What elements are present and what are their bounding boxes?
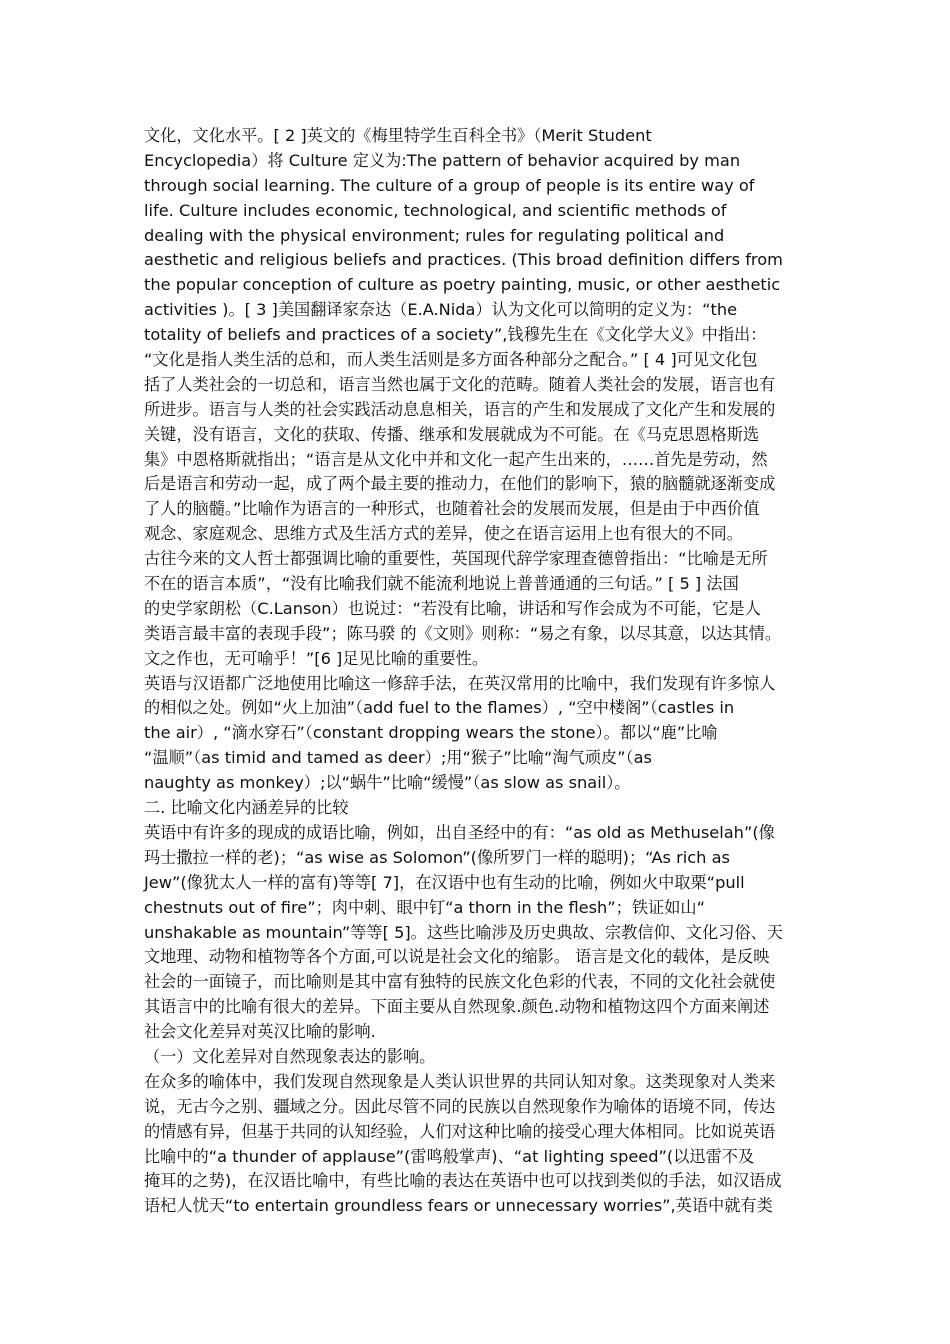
text-line: Encyclopedia）将 Culture 定义为:The pattern of behavior acquired by man [144,150,741,170]
text-line: chestnuts out of fire”；肉中刺、眼中钉“a thorn in the flesh”；铁证如山“ [144,897,705,917]
text-line: 文地理、动物和植物等各个方面,可以说是社会文化的缩影。 语言是文化的载体，是反映 [144,947,770,967]
text-line: 古往今来的文人哲士都强调比喻的重要性，英国现代辞学家理查德曾指出：“比喻是无所 [144,549,768,569]
text-line: 其语言中的比喻有很大的差异。下面主要从自然现象.颜色.动物和植物这四个方面来阐述 [144,997,770,1017]
text-line: unshakable as mountain”等等[ 5]。这些比喻涉及历史典故、宗教信仰、文化习俗、天 [144,922,783,942]
text-line: 英语中有许多的现成的成语比喻，例如，出自圣经中的有：“as old as Methuselah”(像 [144,822,775,842]
text-line: through social learning. The culture of a group of people is its entire way of [144,175,755,195]
text-line: 文化，文化水平。[ 2 ]英文的《梅里特学生百科全书》（Merit Student [144,126,652,145]
text-line: 比喻中的“a thunder of applause”(雷鸣般掌声)、“at lighting speed”(以迅雷不及 [144,1146,755,1166]
text-line: 集》中恩格斯就指出；“语言是从文化中并和文化一起产生出来的，……首先是劳动，然 [144,449,768,469]
subsection-heading: （一）文化差异对自然现象表达的影响。 [144,1046,436,1066]
text-line: 社会的一面镜子，而比喻则是其中富有独特的民族文化色彩的代表，不同的文化社会就使 [144,972,776,992]
text-line: 玛士撒拉一样的老)；“as wise as Solomon”(像所罗门一样的聪明)；“As rich as [144,847,730,867]
text-line: 掩耳的之势)，在汉语比喻中，有些比喻的表达在英语中也可以找到类似的手法，如汉语成 [144,1171,782,1191]
text-line: 括了人类社会的一切总和，语言当然也属于文化的范畴。随着人类社会的发展，语言也有 [144,374,776,394]
text-line: the popular conception of culture as poetry painting, music, or other aesthetic [144,275,781,295]
document-body [144,124,820,1219]
text-line: 后是语言和劳动一起，成了两个最主要的推动力，在他们的影响下，猿的脑髓就逐渐变成 [144,474,776,494]
text-line: 所进步。语言与人类的社会实践活动息息相关，语言的产生和发展成了文化产生和发展的 [144,399,776,419]
text-line: 观念、家庭观念、思维方式及生活方式的差异，使之在语言运用上也有很大的不同。 [144,524,743,544]
text-line: activities )。[ 3 ]美国翻译家奈达（E.A.Nida）认为文化可以简明的定义为：“the [144,300,738,320]
text-line: aesthetic and religious beliefs and practices. (This broad definition differs from [144,250,783,270]
section-heading: 二. 比喻文化内涵差异的比较 [144,798,349,818]
text-line: 社会文化差异对英汉比喻的影响. [144,1022,376,1042]
text-line: “文化是指人类生活的总和，而人类生活则是多方面各种部分之配合。” [ 4 ]可见文化包 [144,350,758,370]
text-line: life. Culture includes economic, technological, and scientific methods of [144,200,727,220]
text-line: 的情感有异，但基于共同的认知经验，人们对这种比喻的接受心理大体相同。比如说英语 [144,1121,776,1141]
text-line: 类语言最丰富的表现手段”；陈马骙 的《文则》则称：“易之有象，以尽其意，以达其情。 [144,623,782,643]
text-line: 语杞人忧天“to entertain groundless fears or unnecessary worries”,英语中就有类 [144,1196,773,1216]
text-line: 关键，没有语言，文化的获取、传播、继承和发展就成为不可能。在《马克思恩格斯选 [144,424,760,444]
text-line: Jew”(像犹太人一样的富有)等等[ 7]，在汉语中也有生动的比喻，例如火中取栗“pull [144,872,745,892]
text-line: 英语与汉语都广泛地使用比喻这一修辞手法，在英汉常用的比喻中，我们发现有许多惊人 [144,673,776,693]
text-line: 的相似之处。例如“火上加油”（add fuel to the flames）, “空中楼阁”（castles in [144,698,735,718]
text-line: naughty as monkey）;以“蜗牛”比喻“缓慢”（as slow as snail）。 [144,773,631,793]
text-line: dealing with the physical environment; rules for regulating political and [144,225,725,245]
text-line: totality of beliefs and practices of a society”,钱穆先生在《文化学大义》中指出： [144,325,767,345]
text-line: 了人的脑髓。”比喻作为语言的一种形式，也随着社会的发展而发展，但是由于中西价值 [144,499,760,519]
text-line: “温顺”（as timid and tamed as deer）;用“猴子”比喻“淘气顽皮”（as [144,748,652,768]
text-line: 说，无古今之别、疆域之分。因此尽管不同的民族以自然现象作为喻体的语境不同，传达 [144,1096,776,1116]
text-line: 文之作也，无可喻乎！”[6 ]足见比喻的重要性。 [144,648,489,668]
text-line: 不在的语言本质”，“没有比喻我们就不能流利地说上普普通通的三句话。” [ 5 ] 法国 [144,574,739,594]
text-line: 在众多的喻体中，我们发现自然现象是人类认识世界的共同认知对象。这类现象对人类来 [144,1071,776,1091]
text-line: the air）, “滴水穿石”（constant dropping wears the stone）。都以“鹿”比喻 [144,723,718,743]
text-line: 的史学家朗松（C.Lanson）也说过：“若没有比喻，讲话和写作会成为不可能，它是人 [144,598,761,618]
